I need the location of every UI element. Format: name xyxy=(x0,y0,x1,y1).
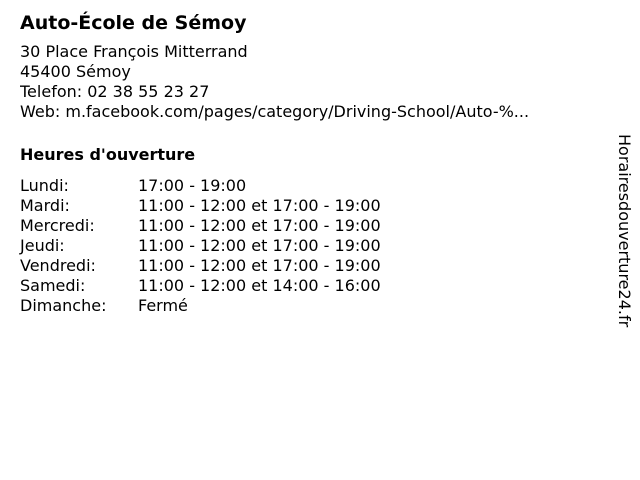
hours-row-thursday xyxy=(20,236,600,256)
hours-day: Dimanche: xyxy=(20,296,107,315)
opening-hours-title: Heures d'ouverture xyxy=(20,145,196,164)
site-watermark: Horairesdouverture24.fr xyxy=(615,134,634,328)
address-street: 30 Place François Mitterrand xyxy=(20,42,248,61)
hours-row-sunday xyxy=(20,296,600,316)
hours-row-tuesday xyxy=(20,196,600,216)
hours-time: Fermé xyxy=(138,296,188,315)
hours-row-wednesday xyxy=(20,216,600,236)
hours-time: 11:00 - 12:00 et 17:00 - 19:00 xyxy=(138,236,381,255)
hours-day: Vendredi: xyxy=(20,256,96,275)
hours-time: 11:00 - 12:00 et 17:00 - 19:00 xyxy=(138,216,381,235)
hours-day: Samedi: xyxy=(20,276,86,295)
business-card xyxy=(20,10,600,316)
hours-day: Mercredi: xyxy=(20,216,95,235)
hours-day: Lundi: xyxy=(20,176,69,195)
phone-number: Telefon: 02 38 55 23 27 xyxy=(20,82,210,101)
opening-hours-table xyxy=(20,176,600,316)
hours-time: 11:00 - 12:00 et 17:00 - 19:00 xyxy=(138,196,381,215)
hours-row-monday xyxy=(20,176,600,196)
hours-time: 11:00 - 12:00 et 17:00 - 19:00 xyxy=(138,256,381,275)
hours-time: 17:00 - 19:00 xyxy=(138,176,247,195)
hours-time: 11:00 - 12:00 et 14:00 - 16:00 xyxy=(138,276,381,295)
hours-row-saturday xyxy=(20,276,600,296)
hours-day: Jeudi: xyxy=(20,236,65,255)
hours-day: Mardi: xyxy=(20,196,70,215)
address-block xyxy=(20,42,600,122)
business-name: Auto-École de Sémoy xyxy=(20,12,247,34)
hours-row-friday xyxy=(20,256,600,276)
website-link: Web: m.facebook.com/pages/category/Driving-School/Auto-%... xyxy=(20,102,530,121)
address-city: 45400 Sémoy xyxy=(20,62,131,81)
